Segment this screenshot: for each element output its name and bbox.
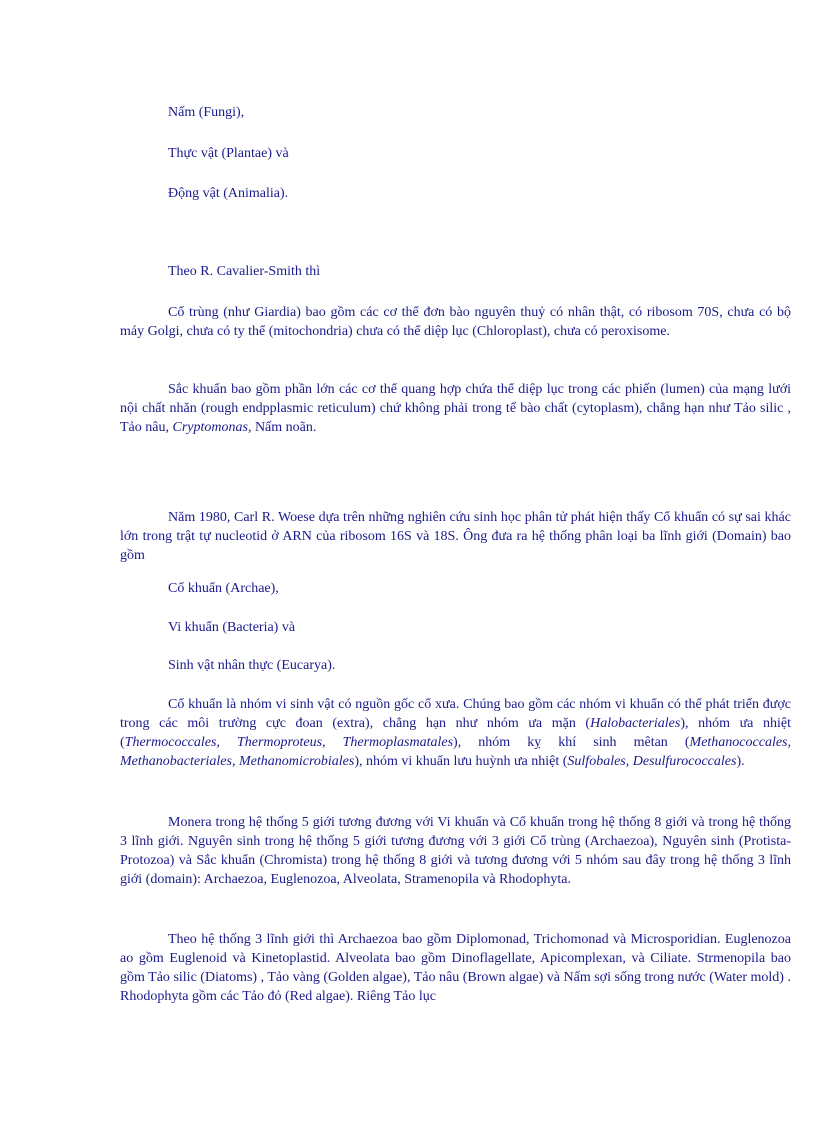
archae-italic-3: Methanococcales, Methanobacteriales, Methanomicrobiales: [120, 735, 791, 769]
archae-text-4: ), nhóm vi khuẩn lưu huỳnh ưa nhiệt (: [354, 754, 568, 769]
archae-text-5: ).: [736, 754, 745, 769]
paragraph-three-domains: Theo hệ thống 3 lĩnh giới thì Archaezoa bao gồm Diplomonad, Trichomonad và Microsporidian. Euglenozoa ao gồm Euglenoid và Kinetoplastid. Alveolata bao gồm Dinoflagellate, Apicomplexan, và Ciliate. Strmenopila bao gồm Tảo silic (Diatoms) , Tảo vàng (Golden algae), Tảo nâu (Brown algae) và Nấm sợi sống trong nước (Water mold) . Rhodophyta gồm các Tảo đỏ (Red algae). Riêng Tảo lục: [120, 932, 791, 1004]
domain-archae: Cổ khuẩn (Archae),: [168, 581, 279, 596]
cavalier-smith-heading: Theo R. Cavalier-Smith thì: [168, 264, 321, 279]
archae-text-3: ), nhóm kỵ khí sinh mêtan (: [453, 735, 690, 750]
paragraph-archaezoa: Cổ trùng (như Giardia) bao gồm các cơ thể đơn bào nguyên thuỷ có nhân thật, có ribosom 70S, chưa có bộ máy Golgi, chưa có ty thể (mitochondria) chưa có thể diệp lục (Chloroplast), chưa có peroxisome.: [120, 305, 791, 339]
chromista-tail: , Nấm noãn.: [247, 420, 317, 435]
paragraph-woese: Năm 1980, Carl R. Woese dựa trên những nghiên cứu sinh học phân tử phát hiện thấy Cổ khuẩn có sự sai khác lớn trong trật tự nucleotid ở ARN của ribosom 16S và 18S. Ông đưa ra hệ thống phân loại ba lĩnh giới (Domain) bao gồm: [120, 510, 791, 563]
domain-eucarya: Sinh vật nhân thực (Eucarya).: [168, 658, 336, 673]
chromista-text: Sắc khuẩn bao gồm phần lớn các cơ thể quang hợp chứa thể diệp lục trong các phiến (lumen) của mạng lưới nội chất nhăn (rough endpplasmic reticulum) chứ không phải trong tế bào chất (cytoplasm), chẳng hạn như Tảo silic , Tảo nâu,: [120, 382, 791, 435]
archae-text-1: Cổ khuẩn là nhóm vi sinh vật có nguồn gốc cổ xưa. Chúng bao gồm các nhóm vi khuẩn có thể phát triển được trong các môi trường cực đoan (extra), chẳng hạn như nhóm ưa mặn (: [120, 697, 791, 731]
chromista-italic: Cryptomonas: [172, 420, 248, 435]
kingdom-fungi: Nấm (Fungi),: [168, 105, 245, 120]
archae-italic-2: Thermococcales, Thermoproteus, Thermoplasmatales: [124, 735, 454, 750]
archae-italic-1: Halobacteriales: [590, 716, 681, 731]
archae-italic-4: Sulfobales, Desulfurococcales: [567, 754, 737, 769]
paragraph-monera: Monera trong hệ thống 5 giới tương đương với Vi khuẩn và Cổ khuẩn trong hệ thống 8 giới và trong hệ thống 3 lĩnh giới. Nguyên sinh trong hệ thống 5 giới tương đương với 3 giới Cổ trùng (Archaezoa), Nguyên sinh (Protista-Protozoa) và Sắc khuẩn (Chromista) trong hệ thống 8 giới và tương đương với 5 nhóm sau đây trong hệ thống 3 lĩnh giới (domain): Archaezoa, Euglenozoa, Alveolata, Stramenopila và Rhodophyta.: [120, 815, 791, 887]
archae-text-2: ), nhóm ưa nhiệt (: [120, 716, 791, 750]
domain-bacteria: Vi khuẩn (Bacteria) và: [168, 620, 296, 635]
paragraph-archae: [120, 695, 791, 771]
kingdom-animalia: Động vật (Animalia).: [168, 186, 289, 201]
kingdom-plantae: Thực vật (Plantae) và: [168, 146, 289, 161]
paragraph-chromista: [120, 380, 791, 437]
